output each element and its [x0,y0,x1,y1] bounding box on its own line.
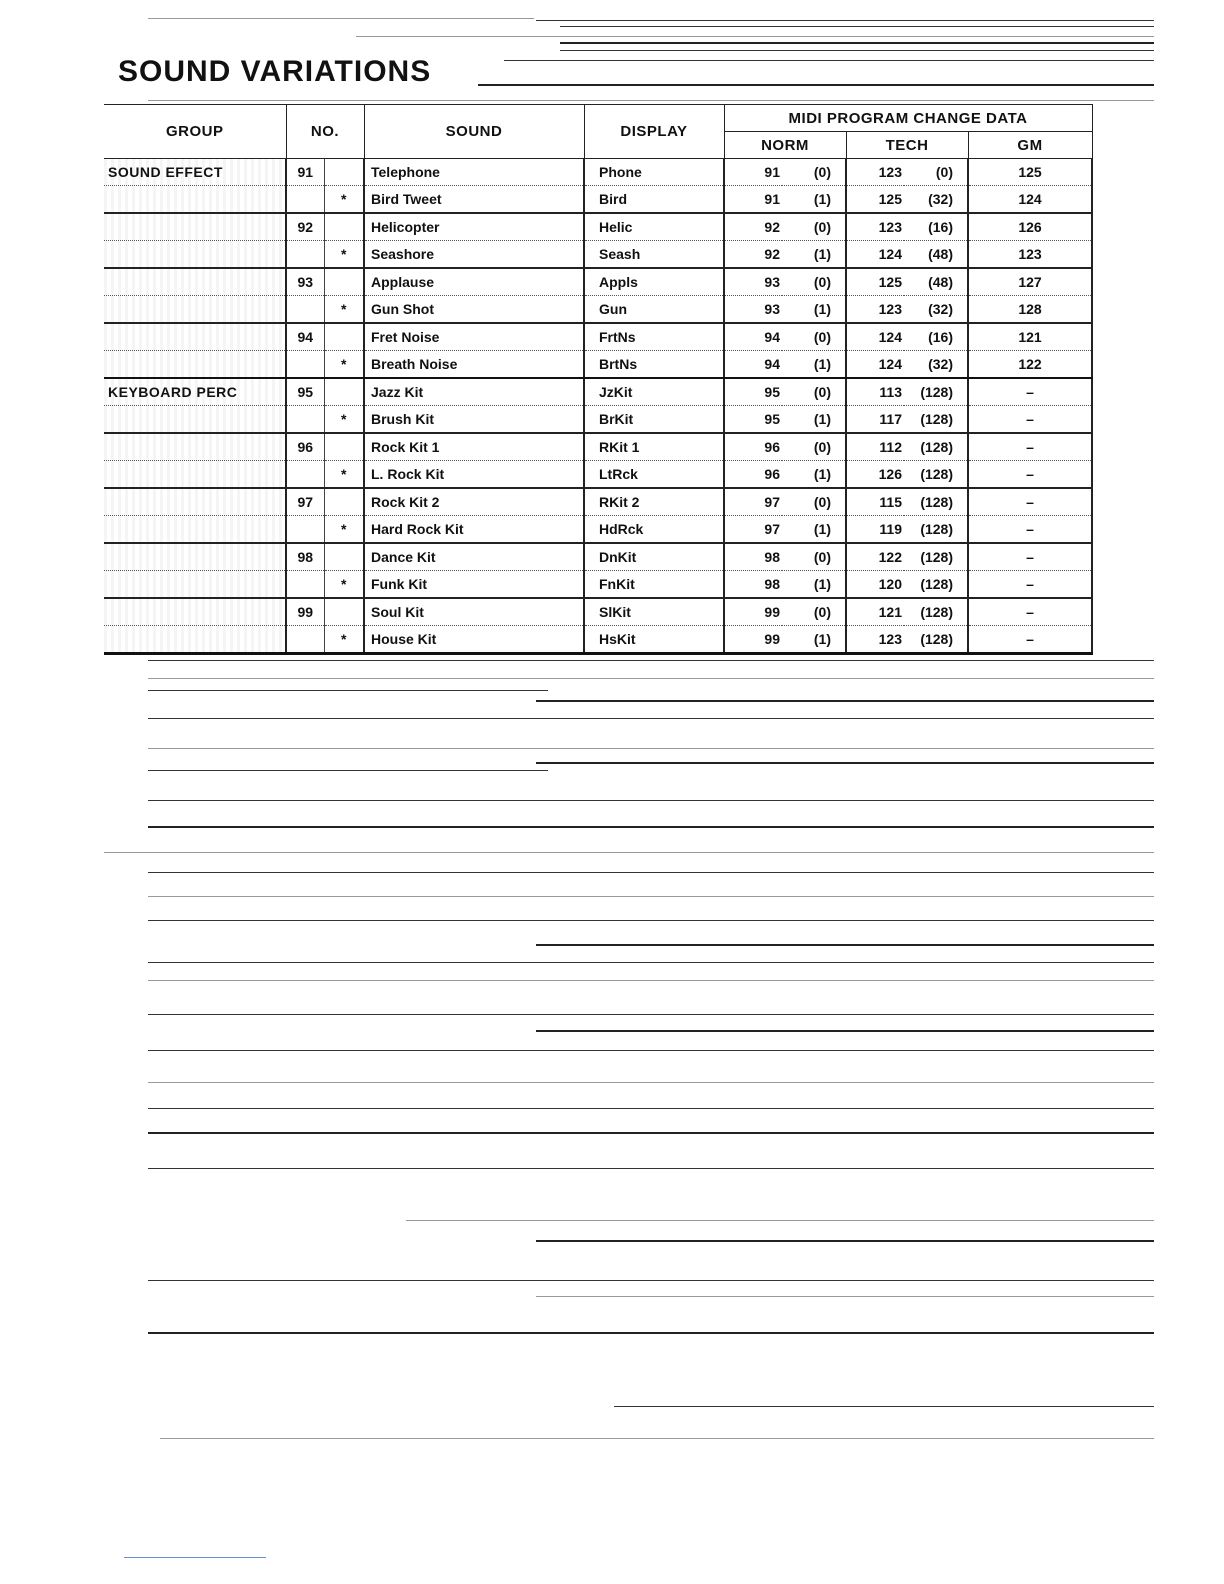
row-norm-bank: (1) [782,296,846,324]
group-cell-empty [104,598,286,626]
row-norm-program: 94 [724,323,782,351]
page-title: SOUND VARIATIONS [118,55,432,88]
table-row [104,543,1092,571]
row-tech-bank: (16) [904,323,968,351]
row-number [286,351,324,379]
scan-line [148,1050,1154,1051]
row-variation-mark: * [324,351,364,379]
group-cell-empty [104,433,286,461]
row-tech-program: 123 [846,213,904,241]
row-variation-mark [324,378,364,406]
row-norm-program: 93 [724,296,782,324]
row-number [286,186,324,214]
group-cell-empty [104,516,286,544]
row-display: FnKit [584,571,724,599]
row-variation-mark [324,598,364,626]
row-tech-program: 123 [846,159,904,186]
row-norm-program: 97 [724,516,782,544]
row-display: SlKit [584,598,724,626]
row-norm-bank: (1) [782,351,846,379]
row-tech-program: 125 [846,268,904,296]
table-row [104,488,1092,516]
row-number: 93 [286,268,324,296]
scan-line [148,962,1154,963]
row-variation-mark [324,488,364,516]
row-number [286,516,324,544]
scan-line [356,36,1154,37]
group-cell-empty [104,626,286,654]
row-sound: Dance Kit [364,543,584,571]
row-number [286,626,324,654]
row-display: Phone [584,159,724,186]
table-row [104,571,1092,599]
row-variation-mark [324,433,364,461]
table-row [104,516,1092,544]
scan-line [504,60,1154,61]
group-cell-empty [104,461,286,489]
row-norm-bank: (0) [782,268,846,296]
row-variation-mark [324,213,364,241]
row-norm-program: 91 [724,159,782,186]
row-gm: 122 [968,351,1092,379]
scan-line [148,1014,1154,1015]
header-gm: GM [968,132,1092,159]
row-variation-mark [324,159,364,186]
row-tech-program: 115 [846,488,904,516]
row-norm-program: 93 [724,268,782,296]
row-sound: Fret Noise [364,323,584,351]
row-sound: Funk Kit [364,571,584,599]
row-display: JzKit [584,378,724,406]
row-variation-mark: * [324,571,364,599]
row-gm: 125 [968,159,1092,186]
row-gm: 124 [968,186,1092,214]
row-display: RKit 2 [584,488,724,516]
row-number [286,296,324,324]
row-tech-program: 117 [846,406,904,434]
table-row [104,213,1092,241]
row-gm: – [968,571,1092,599]
row-sound: Breath Noise [364,351,584,379]
group-cell-empty [104,213,286,241]
row-variation-mark: * [324,461,364,489]
row-number: 99 [286,598,324,626]
scan-line [104,852,1154,853]
table-row [104,351,1092,379]
scan-line [148,100,1154,101]
row-tech-program: 126 [846,461,904,489]
scan-line [124,1557,266,1558]
row-number: 96 [286,433,324,461]
row-display: DnKit [584,543,724,571]
row-norm-program: 92 [724,213,782,241]
row-norm-program: 99 [724,626,782,654]
row-sound: Hard Rock Kit [364,516,584,544]
row-display: FrtNs [584,323,724,351]
row-variation-mark: * [324,296,364,324]
scan-line [406,1220,1154,1221]
scan-line [560,50,1154,51]
group-cell-empty [104,268,286,296]
scan-line [148,1082,1154,1083]
row-tech-bank: (128) [904,543,968,571]
row-sound: L. Rock Kit [364,461,584,489]
row-variation-mark: * [324,516,364,544]
row-sound: Rock Kit 1 [364,433,584,461]
row-gm: 123 [968,241,1092,269]
row-gm: – [968,488,1092,516]
scan-line [536,1030,1154,1032]
row-variation-mark [324,323,364,351]
group-cell-empty [104,296,286,324]
row-gm: – [968,406,1092,434]
group-label [104,378,286,406]
row-norm-bank: (1) [782,241,846,269]
row-tech-bank: (128) [904,516,968,544]
row-tech-program: 124 [846,241,904,269]
row-display: LtRck [584,461,724,489]
row-norm-bank: (0) [782,323,846,351]
group-cell-empty [104,488,286,516]
row-norm-bank: (1) [782,516,846,544]
group-cell-empty [104,323,286,351]
row-norm-program: 92 [724,241,782,269]
scan-line [148,18,534,19]
row-norm-bank: (1) [782,626,846,654]
scan-line [148,1332,1154,1334]
row-number [286,406,324,434]
row-sound: House Kit [364,626,584,654]
row-tech-program: 113 [846,378,904,406]
row-number: 98 [286,543,324,571]
row-tech-program: 124 [846,351,904,379]
row-sound: Seashore [364,241,584,269]
row-number [286,241,324,269]
row-sound: Jazz Kit [364,378,584,406]
row-tech-bank: (128) [904,571,968,599]
title-rule [478,84,1154,86]
row-display: BrKit [584,406,724,434]
scan-line [148,872,1154,873]
scan-line [148,920,1154,921]
group-cell-empty [104,241,286,269]
table-row [104,268,1092,296]
row-gm: – [968,433,1092,461]
scan-line [148,748,1154,749]
scan-line [148,1132,1154,1134]
header-norm: NORM [724,132,846,159]
scan-line [536,944,1154,946]
header-no: NO. [286,105,364,159]
row-variation-mark [324,268,364,296]
row-gm: – [968,626,1092,654]
header-display: DISPLAY [584,105,724,159]
table-row [104,296,1092,324]
row-norm-program: 98 [724,571,782,599]
row-tech-bank: (128) [904,598,968,626]
row-norm-bank: (0) [782,598,846,626]
row-gm: – [968,598,1092,626]
scan-line [148,980,1154,981]
scan-line [148,1108,1154,1109]
scan-line [148,718,1154,719]
scan-line [148,1168,1154,1169]
table-row [104,626,1092,654]
row-gm: – [968,461,1092,489]
row-tech-bank: (32) [904,351,968,379]
row-norm-bank: (0) [782,159,846,186]
scan-line [148,1280,1154,1281]
row-sound: Gun Shot [364,296,584,324]
table-row [104,598,1092,626]
group-label [104,159,286,186]
row-display: BrtNs [584,351,724,379]
row-norm-program: 94 [724,351,782,379]
row-display: HdRck [584,516,724,544]
scan-line [614,1406,1154,1407]
group-label-text: SOUND EFFECT [108,164,223,180]
row-norm-bank: (1) [782,571,846,599]
row-norm-bank: (1) [782,461,846,489]
row-gm: 128 [968,296,1092,324]
sound-variations-table [104,104,1093,655]
group-cell-empty [104,406,286,434]
group-cell-empty [104,186,286,214]
group-cell-empty [104,571,286,599]
table-row [104,433,1092,461]
row-tech-bank: (48) [904,241,968,269]
row-norm-program: 91 [724,186,782,214]
row-gm: 126 [968,213,1092,241]
table-row [104,241,1092,269]
row-tech-program: 123 [846,626,904,654]
row-number [286,461,324,489]
scan-line [148,660,1154,661]
row-tech-bank: (128) [904,626,968,654]
row-display: Appls [584,268,724,296]
row-sound: Brush Kit [364,406,584,434]
scan-line [148,678,1154,679]
row-display: Seash [584,241,724,269]
row-tech-bank: (128) [904,378,968,406]
row-gm: – [968,543,1092,571]
row-number: 91 [286,159,324,186]
row-norm-bank: (0) [782,378,846,406]
row-norm-bank: (0) [782,488,846,516]
header-sound: SOUND [364,105,584,159]
row-tech-bank: (32) [904,186,968,214]
group-label-text: KEYBOARD PERC [108,384,238,400]
row-norm-bank: (0) [782,433,846,461]
table-row [104,461,1092,489]
row-tech-program: 122 [846,543,904,571]
scan-line [560,26,1154,27]
row-tech-program: 120 [846,571,904,599]
scan-line [148,770,548,771]
row-tech-program: 112 [846,433,904,461]
row-norm-program: 96 [724,433,782,461]
row-sound: Telephone [364,159,584,186]
table-row [104,159,1092,186]
row-sound: Helicopter [364,213,584,241]
table-row [104,186,1092,214]
row-variation-mark: * [324,406,364,434]
row-display: Bird [584,186,724,214]
row-sound: Bird Tweet [364,186,584,214]
row-display: HsKit [584,626,724,654]
scan-line [148,896,1154,897]
group-cell-empty [104,351,286,379]
row-number: 95 [286,378,324,406]
scan-line [148,826,1154,828]
header-group: GROUP [104,105,286,159]
row-norm-program: 99 [724,598,782,626]
row-norm-program: 98 [724,543,782,571]
row-norm-program: 96 [724,461,782,489]
row-tech-program: 125 [846,186,904,214]
table-row [104,378,1092,406]
row-gm: – [968,516,1092,544]
table-row [104,323,1092,351]
row-tech-bank: (16) [904,213,968,241]
row-tech-bank: (0) [904,159,968,186]
scan-line [536,762,1154,764]
row-tech-bank: (128) [904,461,968,489]
row-sound: Rock Kit 2 [364,488,584,516]
row-number: 92 [286,213,324,241]
header-midi: MIDI PROGRAM CHANGE DATA [724,105,1092,132]
row-gm: – [968,378,1092,406]
row-display: Helic [584,213,724,241]
scan-line [536,20,1154,21]
row-tech-bank: (32) [904,296,968,324]
scan-line [536,1296,1154,1297]
row-norm-bank: (1) [782,186,846,214]
row-sound: Applause [364,268,584,296]
header-tech: TECH [846,132,968,159]
row-sound: Soul Kit [364,598,584,626]
row-number: 97 [286,488,324,516]
row-variation-mark: * [324,186,364,214]
row-tech-program: 124 [846,323,904,351]
row-tech-bank: (128) [904,488,968,516]
row-display: RKit 1 [584,433,724,461]
row-norm-bank: (1) [782,406,846,434]
scan-line [536,1240,1154,1242]
row-norm-program: 95 [724,378,782,406]
row-tech-bank: (128) [904,406,968,434]
table-row [104,406,1092,434]
row-tech-program: 121 [846,598,904,626]
row-variation-mark [324,543,364,571]
row-number: 94 [286,323,324,351]
row-norm-program: 97 [724,488,782,516]
scan-line [536,700,1154,702]
row-tech-program: 119 [846,516,904,544]
row-tech-bank: (48) [904,268,968,296]
row-norm-bank: (0) [782,213,846,241]
row-tech-program: 123 [846,296,904,324]
row-variation-mark: * [324,241,364,269]
scan-line [148,800,1154,801]
scan-line [148,690,548,691]
scan-line [560,42,1154,44]
group-cell-empty [104,543,286,571]
row-norm-bank: (0) [782,543,846,571]
row-tech-bank: (128) [904,433,968,461]
scan-line [160,1438,1154,1439]
row-gm: 127 [968,268,1092,296]
row-gm: 121 [968,323,1092,351]
row-number [286,571,324,599]
row-display: Gun [584,296,724,324]
row-norm-program: 95 [724,406,782,434]
row-variation-mark: * [324,626,364,654]
